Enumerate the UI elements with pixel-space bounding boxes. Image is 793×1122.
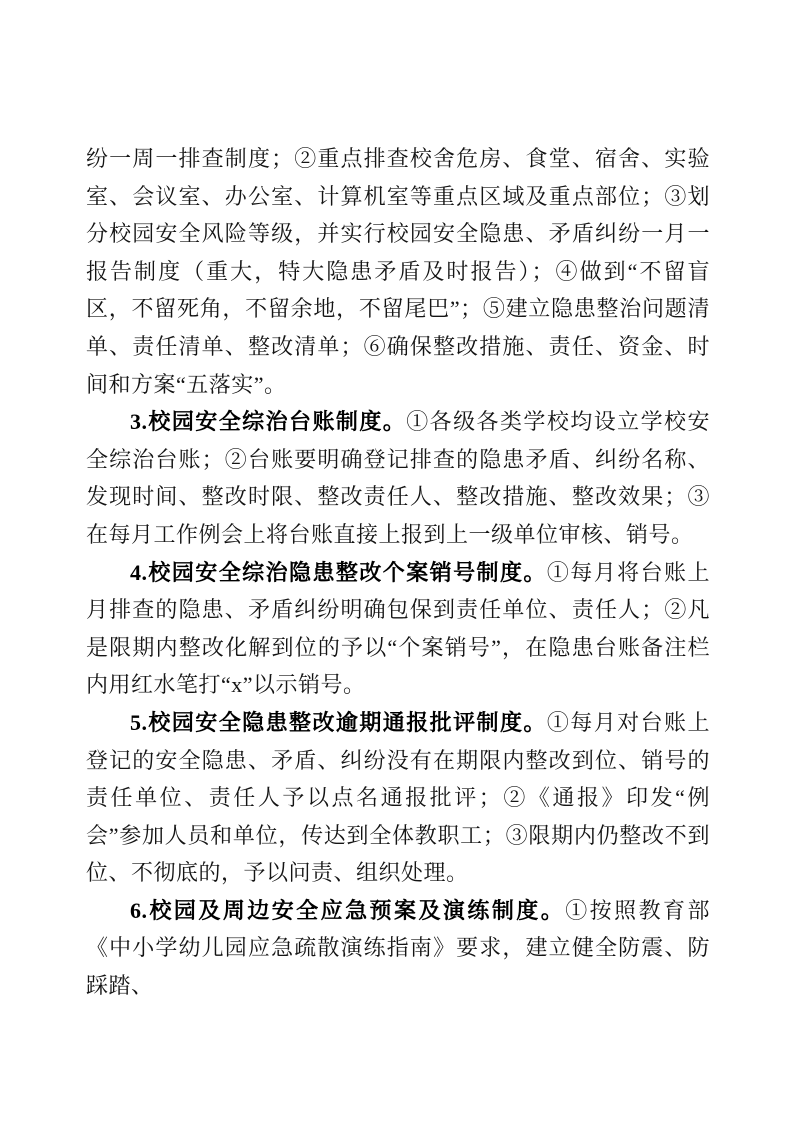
paragraph-heading: 5.校园安全隐患整改逾期通报批评制度。: [130, 709, 547, 735]
paragraph-body: 纷一周一排查制度；②重点排查校舍危房、食堂、宿舍、实验室、会议室、办公室、计算机室等重点区域及重点部位；③划分校园安全风险等级，并实行校园安全隐患、矛盾纠纷一月一报告制度（重大，特大隐患矛盾及时报告）；④做到“不留盲区，不留死角，不留余地，不留尾巴”；⑤建立隐患整治问题清单、责任清单、整改清单；⑥确保整改措施、责任、资金、时间和方案“五落实”。: [86, 146, 710, 397]
paragraph-heading: 6.校园及周边安全应急预案及演练制度。: [130, 897, 566, 923]
paragraph-body: ①各级各类学校均设立学校安全综治台账；②台账要明确登记排查的隐患矛盾、纠纷名称、发现时间、整改时限、整改责任人、整改措施、整改效果；③在每月工作例会上将台账直接上报到上一级单位审核、销号。: [86, 409, 710, 547]
paragraph-body: ①每月将台账上月排查的隐患、矛盾纠纷明确包保到责任单位、责任人；②凡是限期内整改化解到位的予以“个案销号”，在隐患台账备注栏内用红水笔打“x”以示销号。: [86, 559, 710, 698]
paragraph-item-3: [86, 403, 710, 553]
document-content: [86, 140, 710, 1005]
paragraph-item-4: [86, 554, 710, 704]
paragraph-heading: 3.校园安全综治台账制度。: [130, 409, 407, 435]
paragraph-item-5: [86, 704, 710, 892]
paragraph-body: ①按照教育部《中小学幼儿园应急疏散演练指南》要求，建立健全防震、防踩踏、: [86, 897, 710, 999]
paragraph-item-6: [86, 892, 710, 1005]
paragraph-heading: 4.校园安全综治隐患整改个案销号制度。: [130, 559, 547, 585]
paragraph-body: ①每月对台账上登记的安全隐患、矛盾、纠纷没有在期限内整改到位、销号的责任单位、责任人予以点名通报批评；②《通报》印发“例会”参加人员和单位，传达到全体教职工；③限期内仍整改不到位、不彻底的，予以问责、组织处理。: [86, 709, 710, 886]
paragraph-continuation: [86, 140, 710, 403]
